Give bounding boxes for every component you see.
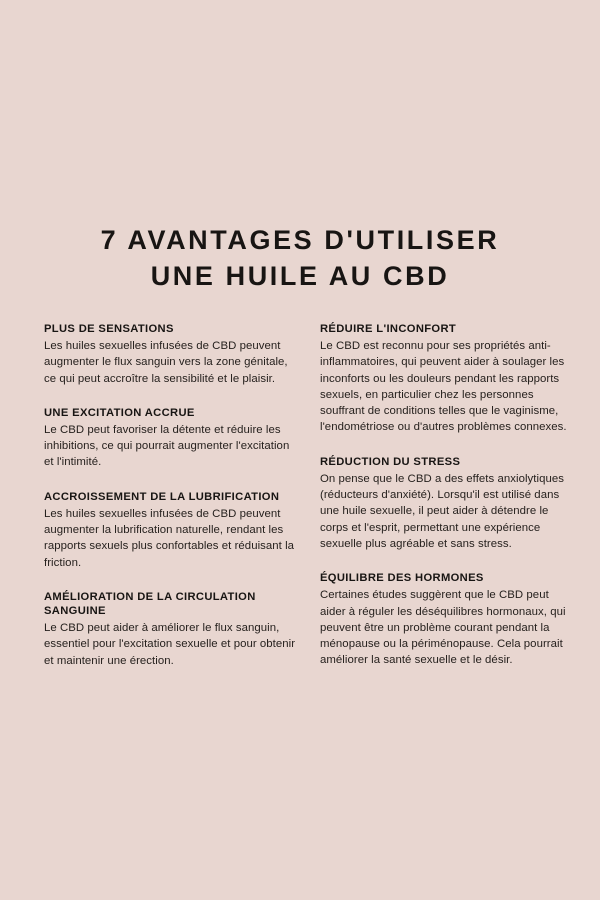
benefit-item	[320, 455, 570, 552]
benefit-heading: RÉDUIRE L'INCONFORT	[320, 323, 457, 335]
benefit-item	[320, 571, 570, 668]
benefit-body: Le CBD est reconnu pour ses propriétés anti-inflammatoires, qui peuvent aider à soulager les inconforts ou les douleurs pendant les rapports sexuels, en particulier chez les personnes souffrant de conditions telles que le vaginisme, l'endométriose ou d'autres problèmes connexes.	[320, 340, 567, 434]
benefit-body: Le CBD peut favoriser la détente et réduire les inhibitions, ce qui pourrait augmenter l'excitation et l'intimité.	[44, 423, 290, 469]
benefit-heading: ACCROISSEMENT DE LA LUBRIFICATION	[44, 490, 280, 503]
title-line-1: 7 AVANTAGES D'UTILISER	[100, 225, 500, 255]
benefit-heading: ÉQUILIBRE DES HORMONES	[320, 572, 484, 585]
benefit-heading: PLUS DE SENSATIONS	[44, 323, 174, 335]
benefit-body: Certaines études suggèrent que le CBD peut aider à réguler les déséquilibres hormonaux, qui peuvent être un problème courant pendant la ménopause ou la périménopause. Cela pourrait améliorer la santé sexuelle et le désir.	[320, 589, 566, 667]
benefit-item	[320, 322, 570, 436]
benefit-heading: RÉDUCTION DU STRESS	[320, 455, 461, 468]
benefit-item	[44, 406, 296, 471]
benefit-body: Le CBD peut aider à améliorer le flux sanguin, essentiel pour l'excitation sexuelle et pour obtenir et maintenir une érection.	[44, 621, 296, 667]
benefit-body: On pense que le CBD a des effets anxiolytiques (réducteurs d'anxiété). Lorsqu'il est utilisé dans une huile sexuelle, il peut aider à détendre le corps et l'esprit, permettant une expérience sexuelle plus agréable et sans stress.	[320, 472, 564, 550]
title-line-2: UNE HUILE AU CBD	[150, 261, 450, 291]
right-column	[320, 322, 570, 688]
benefit-body: Les huiles sexuelles infusées de CBD peuvent augmenter le flux sanguin vers la zone génitale, ce qui peut accroître la sensibilité et le plaisir.	[44, 340, 288, 385]
benefit-body: Les huiles sexuelles infusées de CBD peuvent augmenter la lubrification naturelle, rendant les rapports sexuels plus confortables et réduisant la friction.	[44, 507, 295, 569]
benefit-item	[44, 590, 296, 669]
left-column	[44, 322, 296, 688]
benefit-item	[44, 322, 296, 387]
page-title	[0, 222, 600, 294]
benefit-heading: UNE EXCITATION ACCRUE	[44, 406, 195, 419]
content-columns	[0, 322, 600, 688]
benefit-heading: AMÉLIORATION DE LA CIRCULATION SANGUINE	[44, 590, 256, 617]
benefit-item	[44, 490, 296, 571]
